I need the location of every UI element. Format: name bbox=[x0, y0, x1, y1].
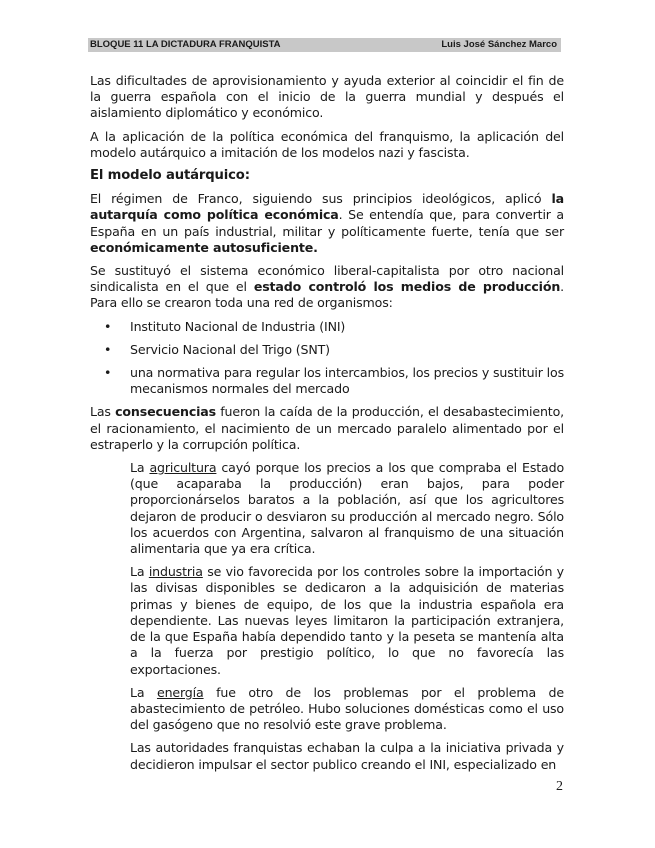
paragraph-autarkic-application: A la aplicación de la política económica del franquismo, la aplicación del modelo autárquico a imitación de los modelos nazi y fascista. bbox=[90, 128, 564, 160]
paragraph-consequences: Las consecuencias fueron la caída de la producción, el desabastecimiento, el racionamiento, el nacimiento de un mercado paralelo alimentado por el estraperlo y la corrupción política. bbox=[90, 404, 565, 452]
paragraph-agriculture: La agricultura cayó porque los precios a los que compraba el Estado (que acaparaba la producción) eran bajos, para poder proporcionárselos baratos a la población, así que los agricultores dejaron de producir o desviaron su producción al mercado negro. Sólo los acuerdos con Argentina, salvaron al franquismo de una situación alimentaria que ya era crítica. bbox=[130, 460, 564, 557]
bullet-icon: • bbox=[104, 318, 112, 334]
paragraph-authorities: Las autoridades franquistas echaban la culpa a la iniciativa privada y decidieron impulsar el sector publico creando el INI, especializado en bbox=[130, 740, 564, 772]
header-author: Luis José Sánchez Marco bbox=[441, 39, 557, 50]
document-body bbox=[90, 73, 564, 780]
header-title: BLOQUE 11 LA DICTADURA FRANQUISTA bbox=[90, 39, 281, 50]
paragraph-substitution: Se sustituyó el sistema económico liberal-capitalista por otro nacional sindicalista en el que el estado controló los medios de producción. Para ello se crearon toda una red de organismos: bbox=[90, 263, 564, 311]
list-item: • Instituto Nacional de Industria (INI) bbox=[104, 318, 346, 334]
bullet-icon: • bbox=[104, 365, 112, 381]
page-number: 2 bbox=[556, 779, 563, 794]
paragraph-industry: La industria se vio favorecida por los controles sobre la importación y las divisas disponibles se dedicaron a la adquisición de materias primas y bienes de equipo, de los que la industria española era dependiente. Las nuevas leyes limitaron la participación extranjera, de la que España había dependido tanto y la peseta se mantenía alta a la fuerza por prestigio político, lo que no favorecía las exportaciones. bbox=[130, 564, 564, 677]
list-item: • Servicio Nacional del Trigo (SNT) bbox=[104, 341, 330, 357]
section-heading: El modelo autárquico: bbox=[90, 168, 250, 184]
page-header bbox=[88, 38, 561, 52]
bullet-icon: • bbox=[104, 341, 112, 357]
list-item: • una normativa para regular los intercambios, los precios y sustituir los mecanismos normales del mercado bbox=[104, 365, 564, 397]
organisms-list bbox=[90, 319, 564, 398]
paragraph-franco-regime: El régimen de Franco, siguiendo sus principios ideológicos, aplicó la autarquía como política económica. Se entendía que, para convertir a España en un país industrial, militar y políticamente fuerte, tenía que ser económicamente autosuficiente. bbox=[90, 191, 564, 255]
paragraph-difficulties: Las dificultades de aprovisionamiento y ayuda exterior al coincidir el fin de la guerra española con el inicio de la guerra mundial y después el aislamiento diplomático y económico. bbox=[90, 73, 564, 121]
paragraph-energy: La energía fue otro de los problemas por el problema de abastecimiento de petróleo. Hubo soluciones domésticas como el uso del gasógeno que no resolvió este grave problema. bbox=[130, 684, 564, 733]
